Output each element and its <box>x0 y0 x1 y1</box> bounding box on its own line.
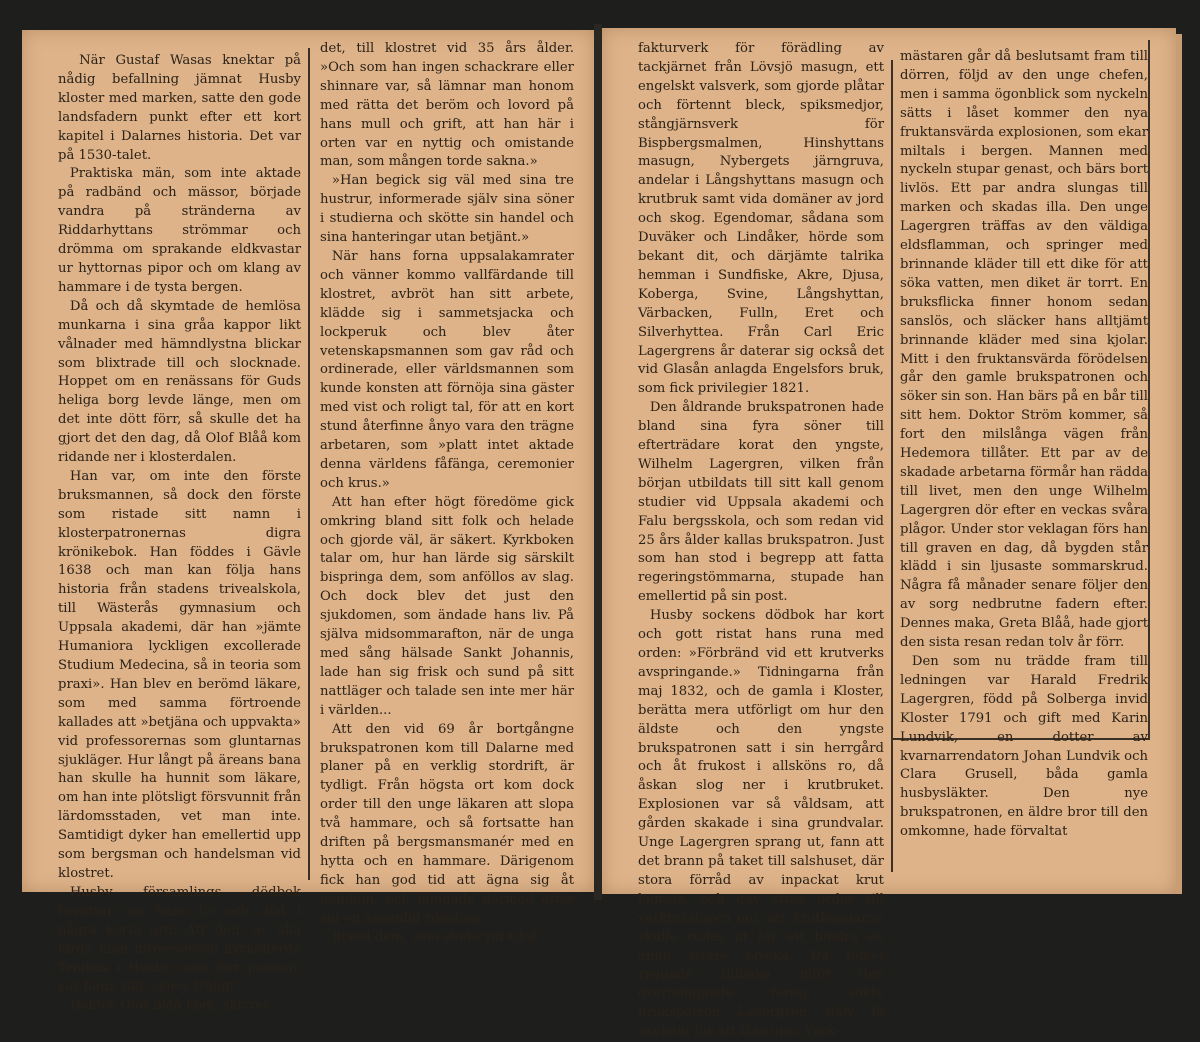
page-edge <box>1176 34 1182 894</box>
column-box-rule <box>1148 40 1150 739</box>
paragraph: Att den vid 69 år bortgångne brukspatronen kom till Dalarne med planer på en verklig stordrift, är tydligt. Från högsta ort kom dock order till den unge läkaren att slopa två hammare, och så fortsatte han driften på bergsmansmanér med en hytta och en hammare. Därigenom fick han god tid att ägna sig åt handeln, och lämnade därmed efter sig en ansenlig rikedom. <box>320 721 574 926</box>
paragraph: Bland dem, som stodo vid Olof <box>331 929 537 945</box>
paragraph: Den åldrande brukspatronen hade bland sina fyra söner till efterträdare korat den yngste, Wilhelm Lagergren, vilken från början utbildats till sitt kall genom studier vid Uppsala akademi och Falu bergsskola, och som redan vid 25 års ålder kallas brukspatron. Just som han stod i begrepp att fatta regeringstömmarna, stupade han emellertid på sin post. <box>638 400 884 605</box>
paragraph: Husby sockens dödbok har kort och gott ristat hans runa med orden: »Förbränd vid ett krutverks avspringande.» Tidningarna från maj 1832, och de gamla i Kloster, berätta mera utförligt om hur den äldste och den yngste brukspatronen satt i sin herrgård och åt frukost i allsköns ro, då åskan slog ner i krutbruket. Explosionen var så våldsam, att gården skakade i sina grundvalar. Unge Lagergren sprang ut, fann att det brann på taket till salshuset, där stora förråd av inpackat krut lagrats, och gav strax order till verkmästaren om, att krutkaggarna skulle rullas ut för att hindra en ännu större olycka. Då folket ryggade tillbaka inför den överhängande faran, sökte brukspatron Lagergren själv få nyckeln för att låsa upp. Verk- <box>638 608 884 1040</box>
paragraph: Den som nu trädde fram till ledningen var Harald Fredrik Lagergren, född på Solberga invid Kloster 1791 och gift med Karin Lundvik, en dotter av kvarnarrendatorn Johan Lundvik och Clara Grusell, båda gamla husbysläkter. Den nye brukspatronen, en äldre bror till den omkomne, hade förvaltat <box>900 654 1148 840</box>
paragraph: När Gustaf Wasas knektar på nådig befallning jämnat Husby kloster med marken, satte den gode landsfadern punkt efter ett kort kapitel i Dalarnes historia. Det var på 1530-talet. <box>58 53 301 163</box>
article-column-4 <box>900 48 1148 840</box>
article-column-3 <box>638 40 884 1040</box>
paragraph: När hans forna uppsalakamrater och vänner kommo vallfärdande till klostret, avbröt han sitt arbete, klädde sig i sammetsjacka och lockperuk och blev åter vetenskapsmannen som gav råd och ordinerade, eller världsmannen som kunde konsten att förnöja sina gäster med vist och roligt tal, för att en kort stund återfinne ånyo vara den trägne arbetaren, som »platt intet aktade denna världens fåfänga, ceremonier och krus.» <box>320 248 574 491</box>
paragraph: Husby församlings dödbok berättar om hans liv och död i några korta ord. Att den, av alla lärda män intresserade kyrkoherde Troilius i Husby, som fört pennan, var hans vän, synes troligt. <box>58 884 301 995</box>
paragraph: Att han efter högt föredöme gick omkring bland sitt folk och helade och gjorde väl, är säkert. Kyrkboken talar om, hur han lärde sig särskilt bispringa dem, som anföllos av slag. Och dock blev det just den sjukdomen, som ändade hans liv. På själva midsommarafton, när de unga med sång hälsade Sankt Johannis, lade han sig frisk och sund på sitt nattläger och talade sen inte mer här i världen... <box>320 494 574 718</box>
article-column-1 <box>58 52 301 1014</box>
paragraph: »Han begick sig väl med sina tre hustrur, informerade själv sina söner i studierna och skötte sin handel och sina hanteringar utan betjänt.» <box>320 173 574 246</box>
paragraph: Han var, om inte den förste bruksmannen, så dock den förste som ristade sitt namn i klosterpatronernas digra krönikebok. Han föddes i Gävle 1638 och man kan följa hans historia från stadens trivealskola, till Wästerås gymnasium och Uppsala akademi, där han »jämte Humaniora lyckligen excollerade Studium Medecina, så in teoria som praxi». Han blev en berömd läkare, som med samma förtroende kallades att »betjäna och uppvakta» vid professorernas som gluntarnas sjukläger. Hur långt på äreans bana han skulle ha hunnit som läkare, om han inte plötsligt försvunnit från lärdomsstaden, vet man inte. Samtidigt dyker han emellertid upp som bergsman och handelsman vid klostret. <box>58 468 301 881</box>
paragraph: Praktiska män, som inte aktade på radbänd och mässor, började vandra på stränderna av Riddarhyttans strömmar och drömma om sprakande eldkvastar ur hyttornas pipor och om klang av hammare i de tysta bergen. <box>58 166 301 295</box>
paragraph: det, till klostret vid 35 års ålder. »Och som han ingen schackrare eller shinnare var, så lämnar man honom med rätta det beröm och lovord på hans mull och grift, att han här i orten var en nyttig och omistande man, som mången torde sakna.» <box>320 41 574 170</box>
article-column-2 <box>320 40 574 945</box>
paragraph: fakturverk för förädling av tackjärnet från Lövsjö masugn, ett engelskt valsverk, som gjorde plåtar och förtennt bleck, spiksmedjor, stångjärnsverk för Bispbergsmalmen, Hinshyttans masugn, Nybergets järngruva, andelar i Långshyttans masugn och krutbruk samt vida domäner av jord och skog. Egendomar, sådana som Duväker och Lindåker, hörde som bekant dit, och därjämte talrika hemman i Sundfiske, Akre, Djusa, Koberga, Svine, Långshyttan, Värbacken, Fulln, Eret och Silverhyttea. Från Carl Eric Lagergrens år daterar sig också det vid Glasån anlagda Engelsfors bruk, som fick privilegier 1821. <box>638 41 884 397</box>
paragraph: Doktor Olof Blåå kom, skrives <box>69 998 271 1014</box>
column-rule <box>308 48 310 880</box>
paragraph: Då och då skymtade de hemlösa munkarna i sina gråa kappor likt vålnader med hämndlystna blickar som blixtrade till och slocknade. Hoppet om en renässans för Guds heliga borg levde länge, men om det inte dött förr, så skulle det ha gjort det den dag, då Olof Blåå kom ridande ner i klosterdalen. <box>58 298 301 466</box>
paragraph: mästaren går då beslutsamt fram till dörren, följd av den unge chefen, men i samma ögonblick som nyckeln sätts i låset kommer den nya fruktansvärda explosionen, som ekar miltals i bergen. Mannen med nyckeln stupar genast, och bärs bort livlös. Ett par andra slungas till marken och skadas illa. Den unge Lagergren träffas av den väldiga eldsflamman, och springer med brinnande kläder till ett dike för att söka vatten, men diket är torrt. En bruksflicka finner honom sedan sanslös, och släcker hans alltjämt brinnande kläder med sina kjolar. Mitt i den fruktansvärda förödelsen går den gamle brukspatronen och söker sin son. Han bärs på en bår till sitt hem. Doktor Ström kommer, så fort den milslånga vägen från Hedemora tillåter. Ett par av de skadade arbetarna förmår han rädda till livet, men den unge Wilhelm Lagergren dör efter en veckas svåra plågor. Under stor veklagan förs han till graven en dag, då bygden står klädd i sin ljusaste sommarskrud. Några få månader senare följer den av sorg nedbrutne fadern efter. Dennes maka, Greta Blåå, hade gjort den sista resan redan tolv år förr. <box>900 49 1148 651</box>
page-fold <box>594 24 602 900</box>
column-rule <box>891 60 893 872</box>
